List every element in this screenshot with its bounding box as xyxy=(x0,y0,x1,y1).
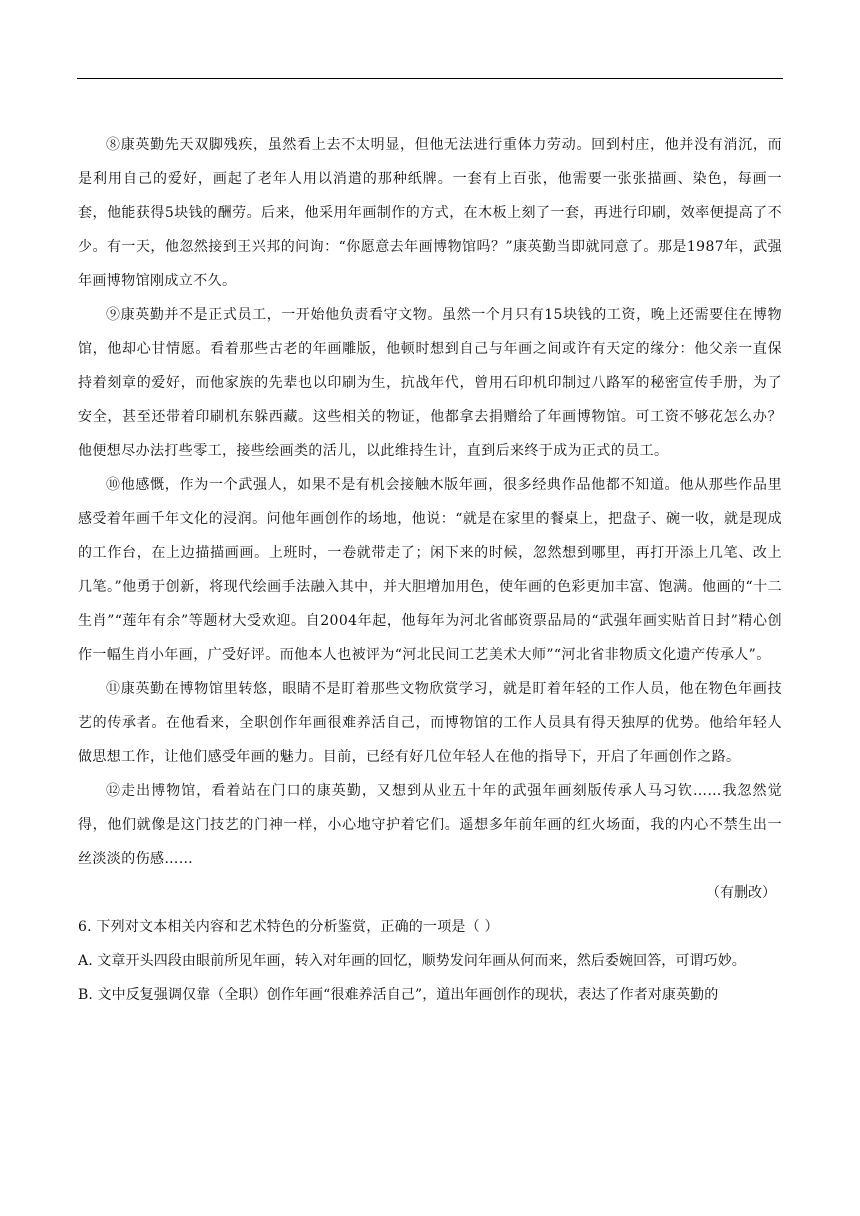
paragraph-12: ⑫走出博物馆，看着站在门口的康英勤，又想到从业五十年的武强年画刻版传承人马习钦……我忽然觉得，他们就像是这门技艺的门神一样，小心地守护着它们。遥想多年前年画的红火场面，我的内心不禁生出一丝淡淡的伤感…… xyxy=(78,783,782,867)
option-a: A. 文章开头四段由眼前所见年画，转入对年画的回忆，顺势发问年画从何而来，然后委婉回答，可谓巧妙。 xyxy=(78,953,746,969)
header-rule xyxy=(77,78,783,79)
paragraph-10: ⑩他感慨，作为一个武强人，如果不是有机会接触木版年画，很多经典作品他都不知道。他从那些作品里感受着年画千年文化的浸润。问他年画创作的场地，他说：“就是在家里的餐桌上，把盘子、碗一收，就是现成的工作台，在上边描描画画。上班时，一卷就带走了；闲下来的时候，忽然想到哪里，再打开添上几笔、改上几笔。”他勇于创新，将现代绘画手法融入其中，并大胆增加用色，使年画的色彩更加丰富、饱满。他画的“十二生肖”“莲年有余”等题材大受欢迎。自2004年起，他每年为河北省邮资票品局的“武强年画实贴首日封”精心创作一幅生肖小年画，广受好评。而他本人也被评为“河北民间工艺美术大师”“河北省非物质文化遗产传承人”。 xyxy=(78,477,782,663)
article-body xyxy=(78,128,782,1012)
option-b: B. 文中反复强调仅靠（全职）创作年画“很难养活自己”，道出年画创作的现状，表达了作者对康英勤的 xyxy=(78,987,719,1003)
paragraph-9: ⑨康英勤并不是正式员工，一开始他负责看守文物。虽然一个月只有15块钱的工资，晚上还需要住在博物馆，他却心甘情愿。看着那些古老的年画雕版，他顿时想到自己与年画之间或许有天定的缘分：他父亲一直保持着刻章的爱好，而他家族的先辈也以印刷为生，抗战年代，曾用石印机印制过八路军的秘密宣传手册，为了安全，甚至还带着印刷机东躲西藏。这些相关的物证，他都拿去捐赠给了年画博物馆。可工资不够花怎么办？他便想尽办法打些零工，接些绘画类的活儿，以此维持生计，直到后来终于成为正式的员工。 xyxy=(78,307,782,459)
paragraph-11: ⑪康英勤在博物馆里转悠，眼睛不是盯着那些文物欣赏学习，就是盯着年轻的工作人员，他在物色年画技艺的传承者。在他看来，全职创作年画很难养活自己，而博物馆的工作人员具有得天独厚的优势。他给年轻人做思想工作，让他们感受年画的魅力。目前，已经有好几位年轻人在他的指导下，开启了年画创作之路。 xyxy=(78,681,782,765)
source-note: （有删改） xyxy=(706,885,776,901)
question-stem: 6. 下列对文本相关内容和艺术特色的分析鉴赏，正确的一项是（ ） xyxy=(78,919,499,935)
paragraph-8: ⑧康英勤先天双脚残疾，虽然看上去不太明显，但他无法进行重体力劳动。回到村庄，他并没有消沉，而是利用自己的爱好，画起了老年人用以消遣的那种纸牌。一套有上百张，他需要一张张描画、染色，每画一套，他能获得5块钱的酬劳。后来，他采用年画制作的方式，在木板上刻了一套，再进行印刷，效率便提高了不少。有一天，他忽然接到王兴邦的问询：“你愿意去年画博物馆吗？”康英勤当即就同意了。那是1987年，武强年画博物馆刚成立不久。 xyxy=(78,137,782,289)
